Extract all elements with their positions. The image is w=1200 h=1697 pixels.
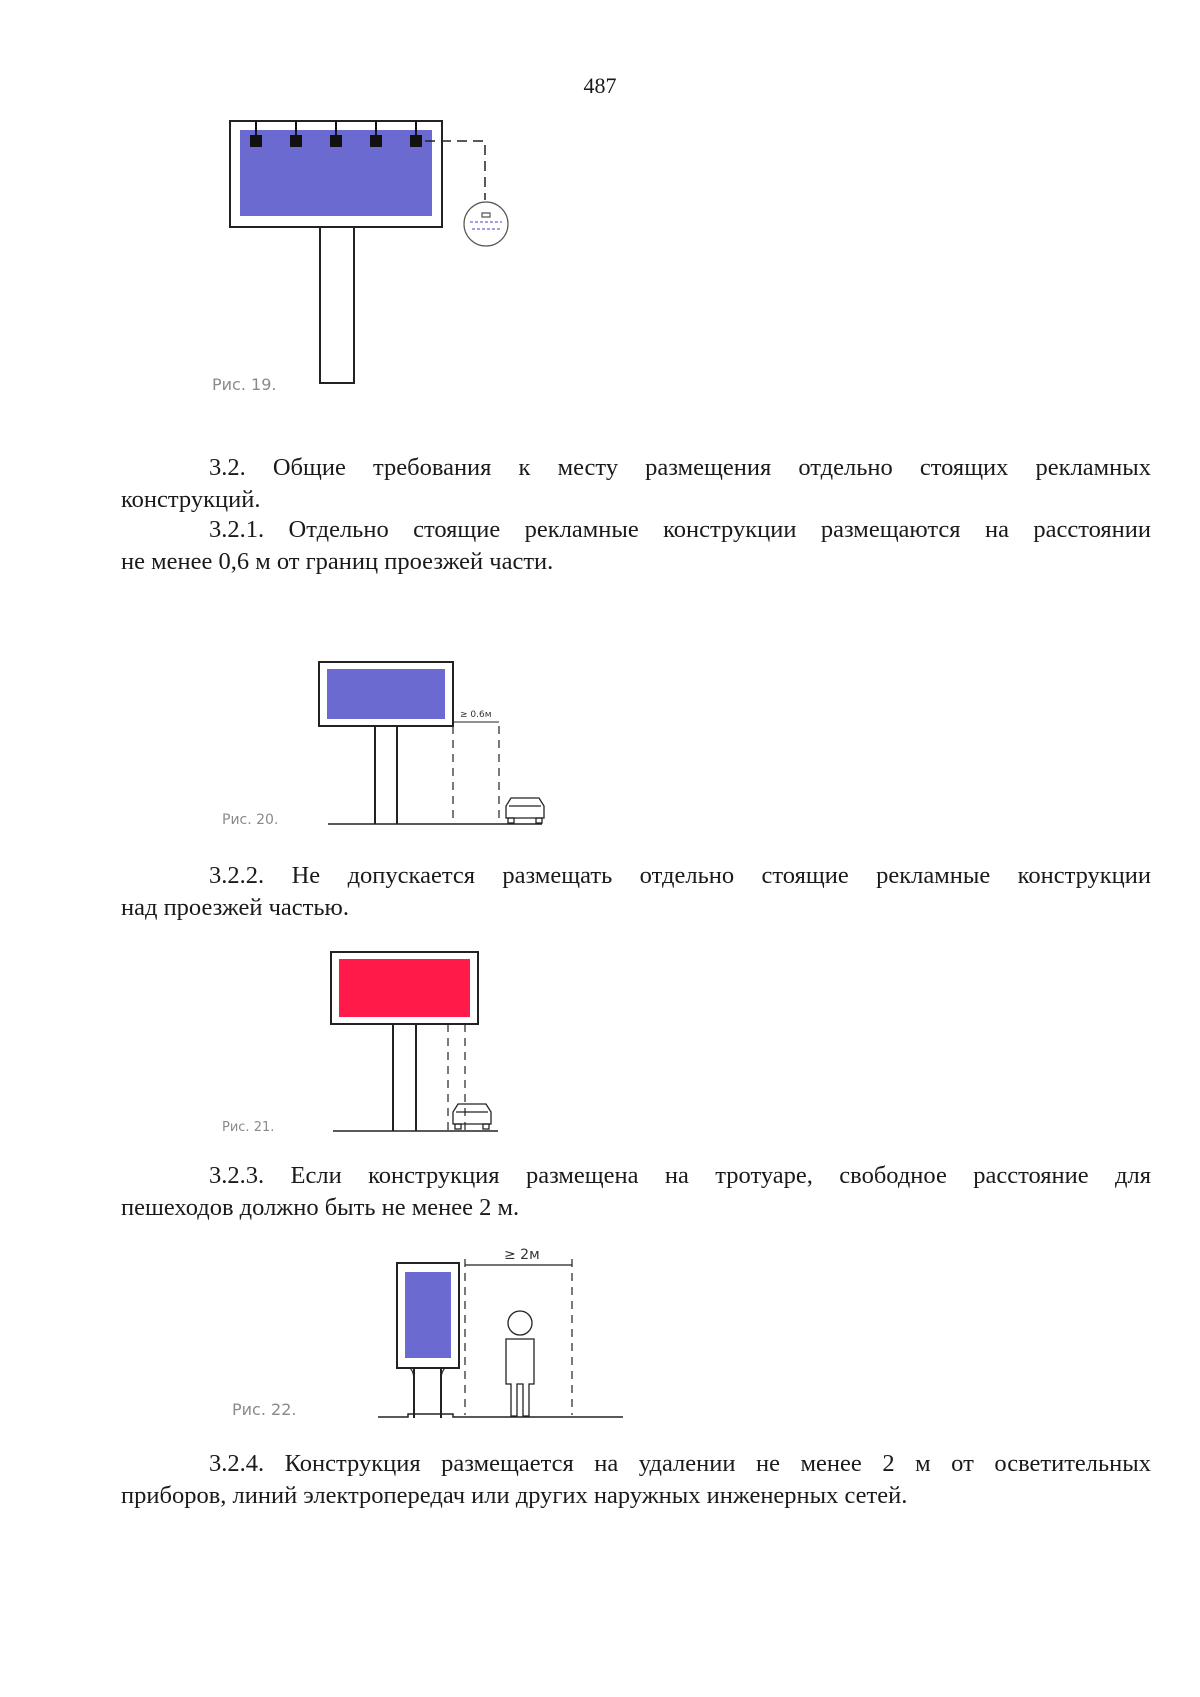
paragraph-line: пешеходов должно быть не менее 2 м. [121,1194,520,1221]
figure-19-caption: Рис. 19. [212,375,277,394]
figure-22-caption: Рис. 22. [232,1400,297,1419]
paragraph-line: 3.2. Общие требования к месту размещения отдельно стоящих рекламных [209,454,1151,481]
lamp-detail-icon [464,202,508,246]
figure-19 [212,118,535,394]
paragraph-line: над проезжей частью. [121,894,349,921]
paragraph-line: приборов, линий электропередач или других наружных инженерных сетей. [121,1482,908,1509]
figure-22 [208,1245,628,1430]
figure-20-caption: Рис. 20. [222,812,279,828]
paragraph-3-2 [121,452,1151,516]
paragraph-3-2-3 [121,1160,1151,1224]
dimension-label: ≥ 2м [504,1247,540,1263]
paragraph-3-2-2 [121,860,1151,924]
citylight-panel [405,1272,451,1358]
figure-20 [208,660,568,835]
page-number: 487 [583,73,617,98]
paragraph-line: 3.2.3. Если конструкция размещена на тротуаре, свободное расстояние для [209,1162,1151,1189]
paragraph-line: конструкций. [121,486,261,513]
paragraph-line: 3.2.2. Не допускается размещать отдельно стоящие рекламные конструкции [209,862,1151,889]
paragraph-line: 3.2.4. Конструкция размещается на удалении не менее 2 м от осветительных [209,1450,1151,1477]
billboard-post [320,227,354,383]
dimension-label: ≥ 0.6м [460,710,492,720]
figure-21-caption: Рис. 21. [222,1120,275,1135]
car-icon [453,1104,491,1129]
pedestrian-icon [506,1311,534,1416]
paragraph-line: 3.2.1. Отдельно стоящие рекламные конструкции размещаются на расстоянии [209,516,1151,543]
car-icon [506,798,544,823]
billboard-panel [339,959,470,1017]
paragraph-line: не менее 0,6 м от границ проезжей части. [121,548,554,575]
figure-21 [208,950,528,1135]
paragraph-3-2-4 [121,1448,1151,1512]
paragraph-3-2-1 [121,514,1151,578]
billboard-panel [327,669,445,719]
